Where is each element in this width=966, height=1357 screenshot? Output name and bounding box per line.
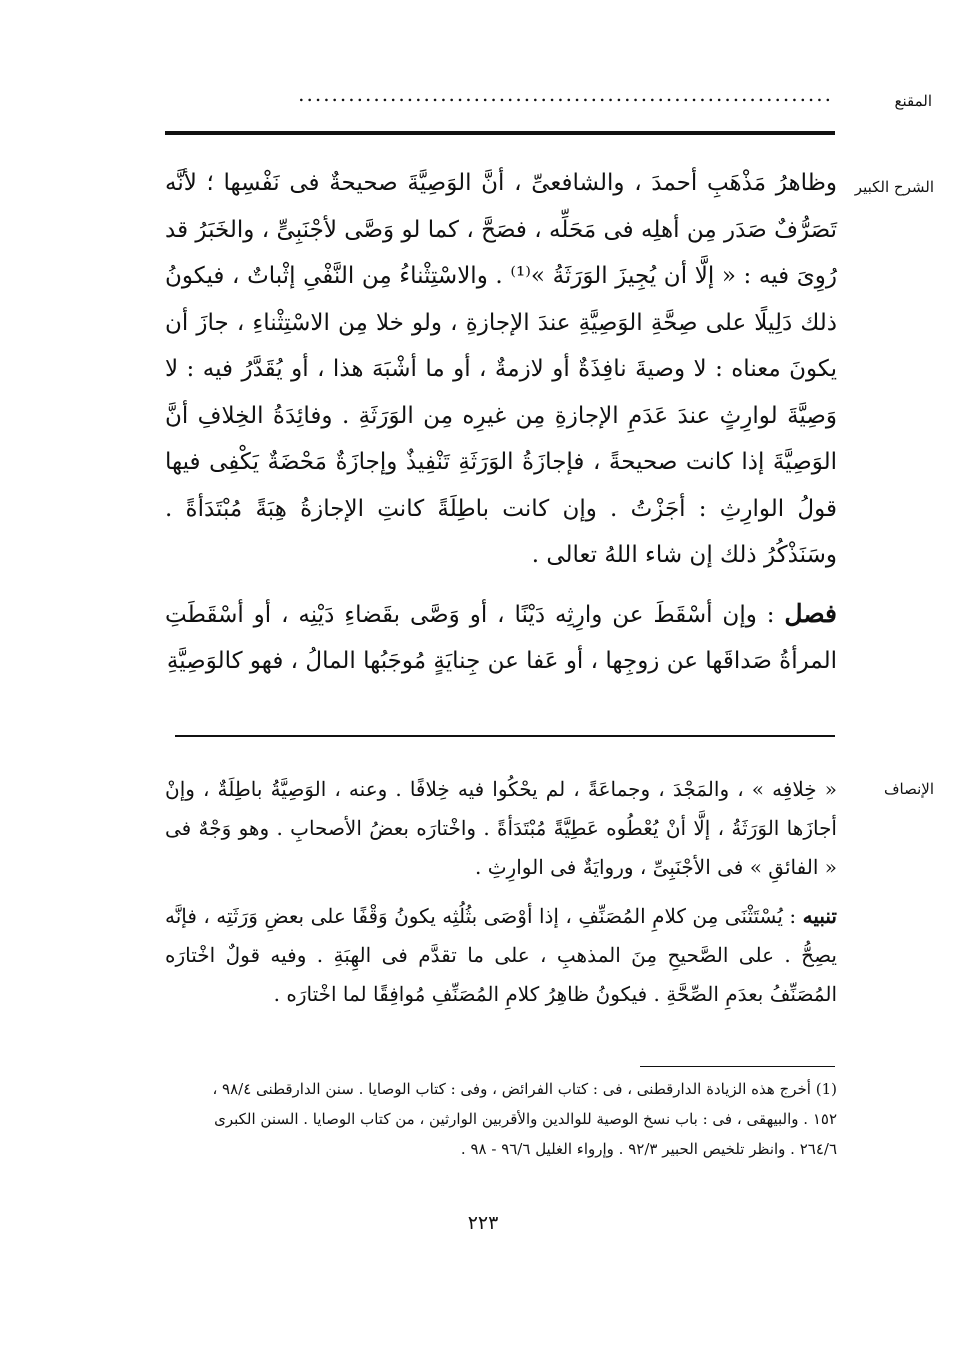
- header-dotted-leader: ................................................................: [298, 82, 833, 106]
- fasl-paragraph: [165, 591, 837, 685]
- section-divider: [175, 735, 835, 737]
- insaf-text-block: [165, 770, 837, 1014]
- footnote-line: (1) أخرج هذه الزيادة الدارقطنى ، فى : كتاب الفرائض ، وفى : كتاب الوصايا . سنن الدارقطنى ٩٨/٤ ،: [212, 1080, 837, 1098]
- tanbih-keyword: تنبيه: [802, 904, 837, 928]
- page-number: ٢٢٣: [467, 1212, 499, 1234]
- tanbih-paragraph: [165, 897, 837, 1014]
- footnote-line: ١٥٢ . والبيهقى ، فى : باب نسخ الوصية للوالدين والأقربين الوارثين ، من كتاب الوصايا . السنن الكبرى: [214, 1110, 837, 1128]
- footnote-block: [165, 1074, 837, 1164]
- insaf-paragraph: « خِلافِه » ، والمَجْدَ ، وجماعَةً ، لم يحْكُوا فيه خِلافًا . وعنه ، الوَصِيَّةُ باطِلَةٌ ، وإنْ أجازَها الوَرَثَةُ ، إلَّا أنْ يُعْطُوه عَطِيَّةً مُبْتَدَأةً . واخْتارَه بعضُ الأصحابِ . وهو وَجْهٌ فى « الفائقِ » فى الأجْنَبِىِّ ، وروايَةٌ فى الوارِثِ .: [165, 777, 837, 879]
- fasl-text: : وإن أسْقَطَ عن وارِثِه دَيْنًا ، أو وَصَّى بقَضاءِ دَيْنِه ، أو أسْقَطَتِ المرأةُ صَداقَها عن زوجِها ، أو عَفا عن جِنايَةٍ مُوجَبُها المالُ ، فهو كالوَصِيَّةِ: [165, 601, 837, 674]
- footnote-rule: [640, 1066, 835, 1067]
- side-label-insaf: الإنصاف: [883, 780, 934, 798]
- side-label-sharh: الشرح الكبير: [854, 178, 934, 196]
- fasl-keyword: فصل: [784, 598, 837, 628]
- footnote-line: ٢٦٤/٦ . وانظر تلخيص الحبير ٩٢/٣ . وإرواء الغليل ٩٦/٦ - ٩٨ .: [460, 1140, 837, 1158]
- tanbih-text: : يُسْتَثْنَى مِن كلامِ المُصَنِّفِ ، إذا أوْصَى بثُلُثِه يكونُ وَقْفًا على بعضِ وَرَثَتِه ، فإنَّه يصِحُّ . على الصَّحيحِ مِنَ المذهبِ ، على ما تقدَّم فى الهِبَةِ . وفيه قولٌ اخْتارَه المُصَنِّفُ بعدَمِ الصِّحَّةِ . فيكونُ ظاهِرُ كلامِ المُصَنِّفِ مُوافِقًا لما اخْتارَه .: [165, 904, 837, 1006]
- header-rule: [165, 131, 835, 135]
- main-paragraph: وظاهرُ مَذْهَبِ أحمدَ ، والشافعىِّ ، أنَّ الوَصِيَّةَ صحيحةٌ فى نَفْسِها ؛ لأنَّه تَصَرُّفٌ صَدَر مِن أهلِه فى مَحَلِّه ، فصَحَّ ، كما لو وَصَّى لأجْنَبِىٍّ ، والخَبَرُ قد رُوِىَ فيه : « إلَّا أن يُجِيزَ الوَرَثَةُ »⁽¹⁾ . والاسْتِثْناءُ مِن النَّفْىِ إثْباتٌ ، فيكونُ ذلك دَلِيلًا على صِحَّةِ الوَصِيَّةِ عندَ الإجازةِ ، ولو خلا مِن الاسْتِثْناءِ ، جازَ أن يكونَ معناه : لا وصيةَ نافِذَةٌ أو لازمةٌ ، أو ما أشْبَهَ هذا ، أو يُقَدَّرُ فيه : لا وَصِيَّةَ لوارِثٍ عندَ عَدَمِ الإجازةِ مِن غيرِه مِن الوَرَثَةِ . وفائِدَةُ الخِلافِ أنَّ الوَصِيَّةَ إذا كانت صحيحةً ، فإجازَةُ الوَرَثَةِ تَنْفِيذٌ وإجازَةٌ مَحْضَةٌ يَكْفِى فيها قولُ الوارِثِ : أجَزْتُ . وإن كانت باطِلَةً كانتِ الإجازةُ هِبَةً مُبْتَدَأةً . وسَنَذْكُرُ ذلك إن شاء اللهُ تعالى .: [165, 170, 837, 568]
- main-text-block: [165, 160, 837, 685]
- running-header-title: المقنع: [894, 92, 932, 110]
